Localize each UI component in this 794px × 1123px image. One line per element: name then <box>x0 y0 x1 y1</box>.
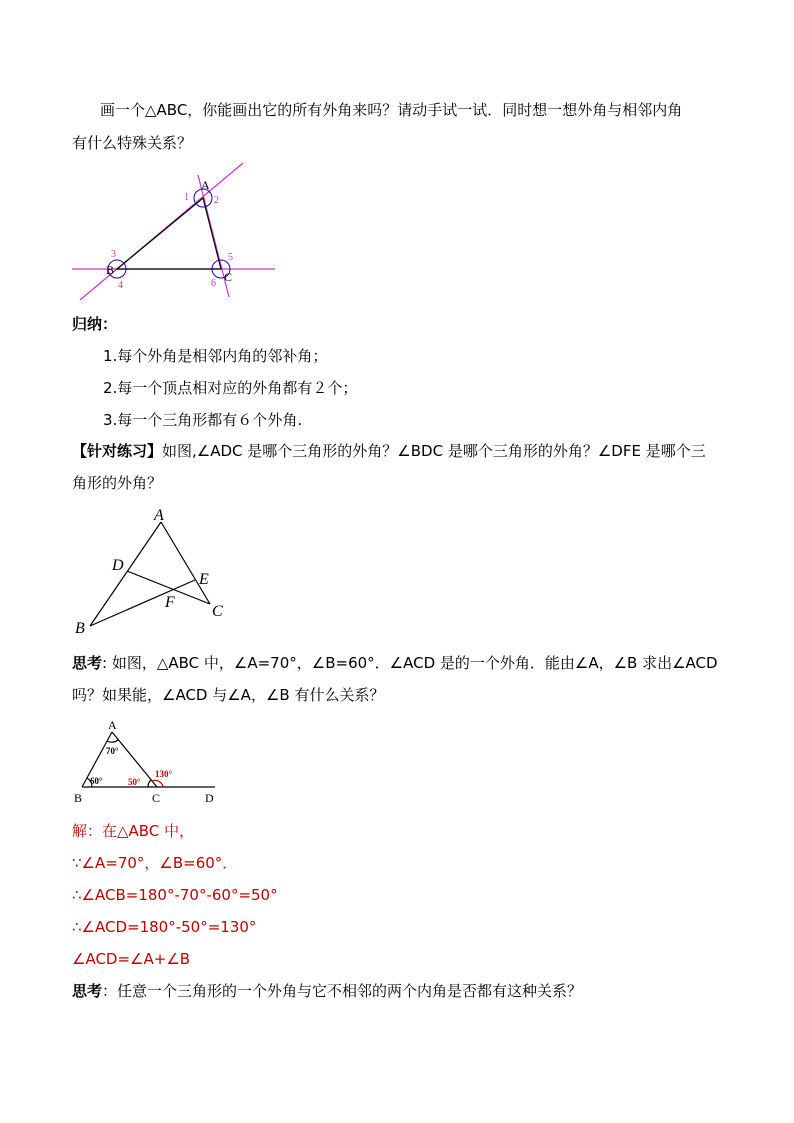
label-f: F <box>165 594 175 611</box>
angle-c-value: 50° <box>128 777 141 787</box>
angle-b-value: 60° <box>90 776 103 786</box>
figure-exercise-triangle <box>70 500 240 640</box>
angle-number-4: 4 <box>118 280 123 291</box>
solution-line-1: 解：在△ABC 中， <box>72 822 195 840</box>
triangle-abc <box>117 198 221 269</box>
think2-label: 思考 <box>72 982 103 1000</box>
summary-item-2: 2.每一个顶点相对应的外角都有２个； <box>103 379 358 397</box>
label-d: D <box>112 557 124 574</box>
exercise-line-2: 角形的外角？ <box>72 474 163 492</box>
vertex-label-a: A <box>201 178 210 192</box>
think2-line <box>72 981 582 1001</box>
angle-number-2: 2 <box>214 195 219 206</box>
solution-line-4: ∴∠ACD=180°-50°=130° <box>72 918 257 936</box>
point-label-a: A <box>108 718 117 732</box>
angle-number-6: 6 <box>211 278 216 289</box>
summary-heading: 归纳： <box>72 315 118 333</box>
solution-line-5: ∠ACD=∠A+∠B <box>72 950 191 968</box>
point-label-c: C <box>152 791 161 805</box>
label-c: C <box>212 603 223 620</box>
summary-item-3: 3.每一个三角形都有６个外角. <box>103 411 303 429</box>
angle-number-3: 3 <box>111 249 116 260</box>
angle-ext-value: 130° <box>155 769 173 779</box>
exercise-label: 【针对练习】 <box>72 442 163 460</box>
angle-number-1: 1 <box>184 192 189 203</box>
think1-line-2: 吗？如果能，∠ACD 与∠A，∠B 有什么关系？ <box>72 686 385 704</box>
think1-question-1: : 如图，△ABC 中，∠A=70°，∠B=60°．∠ACD 是的一个外角．能由∠A，∠B 求出∠ACD <box>102 654 718 672</box>
vertex-label-b: B <box>106 263 115 277</box>
exercise-question-1: 如图,∠ADC 是哪个三角形的外角？∠BDC 是哪个三角形的外角？∠DFE 是哪个三 <box>162 442 706 460</box>
extension-lines <box>72 163 275 300</box>
vertex-label-c: C <box>224 270 233 284</box>
solution-line-2: ∵∠A=70°，∠B=60°． <box>72 854 238 872</box>
think1-line-1 <box>72 653 718 673</box>
solution-line-3: ∴∠ACB=180°-70°-60°=50° <box>72 886 278 904</box>
exercise-line-1 <box>72 441 706 461</box>
intro-line-1: 画一个△ABC，你能画出它的所有外角来吗？请动手试一试．同时想一想外角与相邻内角 <box>100 101 683 119</box>
summary-item-1: 1.每个外角是相邻内角的邻补角； <box>103 347 328 365</box>
think2-question: ：任意一个三角形的一个外角与它不相邻的两个内角是否都有这种关系？ <box>102 982 583 1000</box>
angle-number-5: 5 <box>228 252 233 263</box>
point-label-d: D <box>205 791 214 805</box>
label-e: E <box>199 571 209 588</box>
label-b: B <box>75 620 85 637</box>
angle-a-value: 70° <box>106 746 119 756</box>
figure-angle-values <box>70 715 230 810</box>
figure-exterior-angles <box>60 160 290 305</box>
point-label-b: B <box>74 791 83 805</box>
intro-line-2: 有什么特殊关系？ <box>72 134 193 152</box>
label-a: A <box>154 507 164 524</box>
think1-label: 思考 <box>72 654 103 672</box>
